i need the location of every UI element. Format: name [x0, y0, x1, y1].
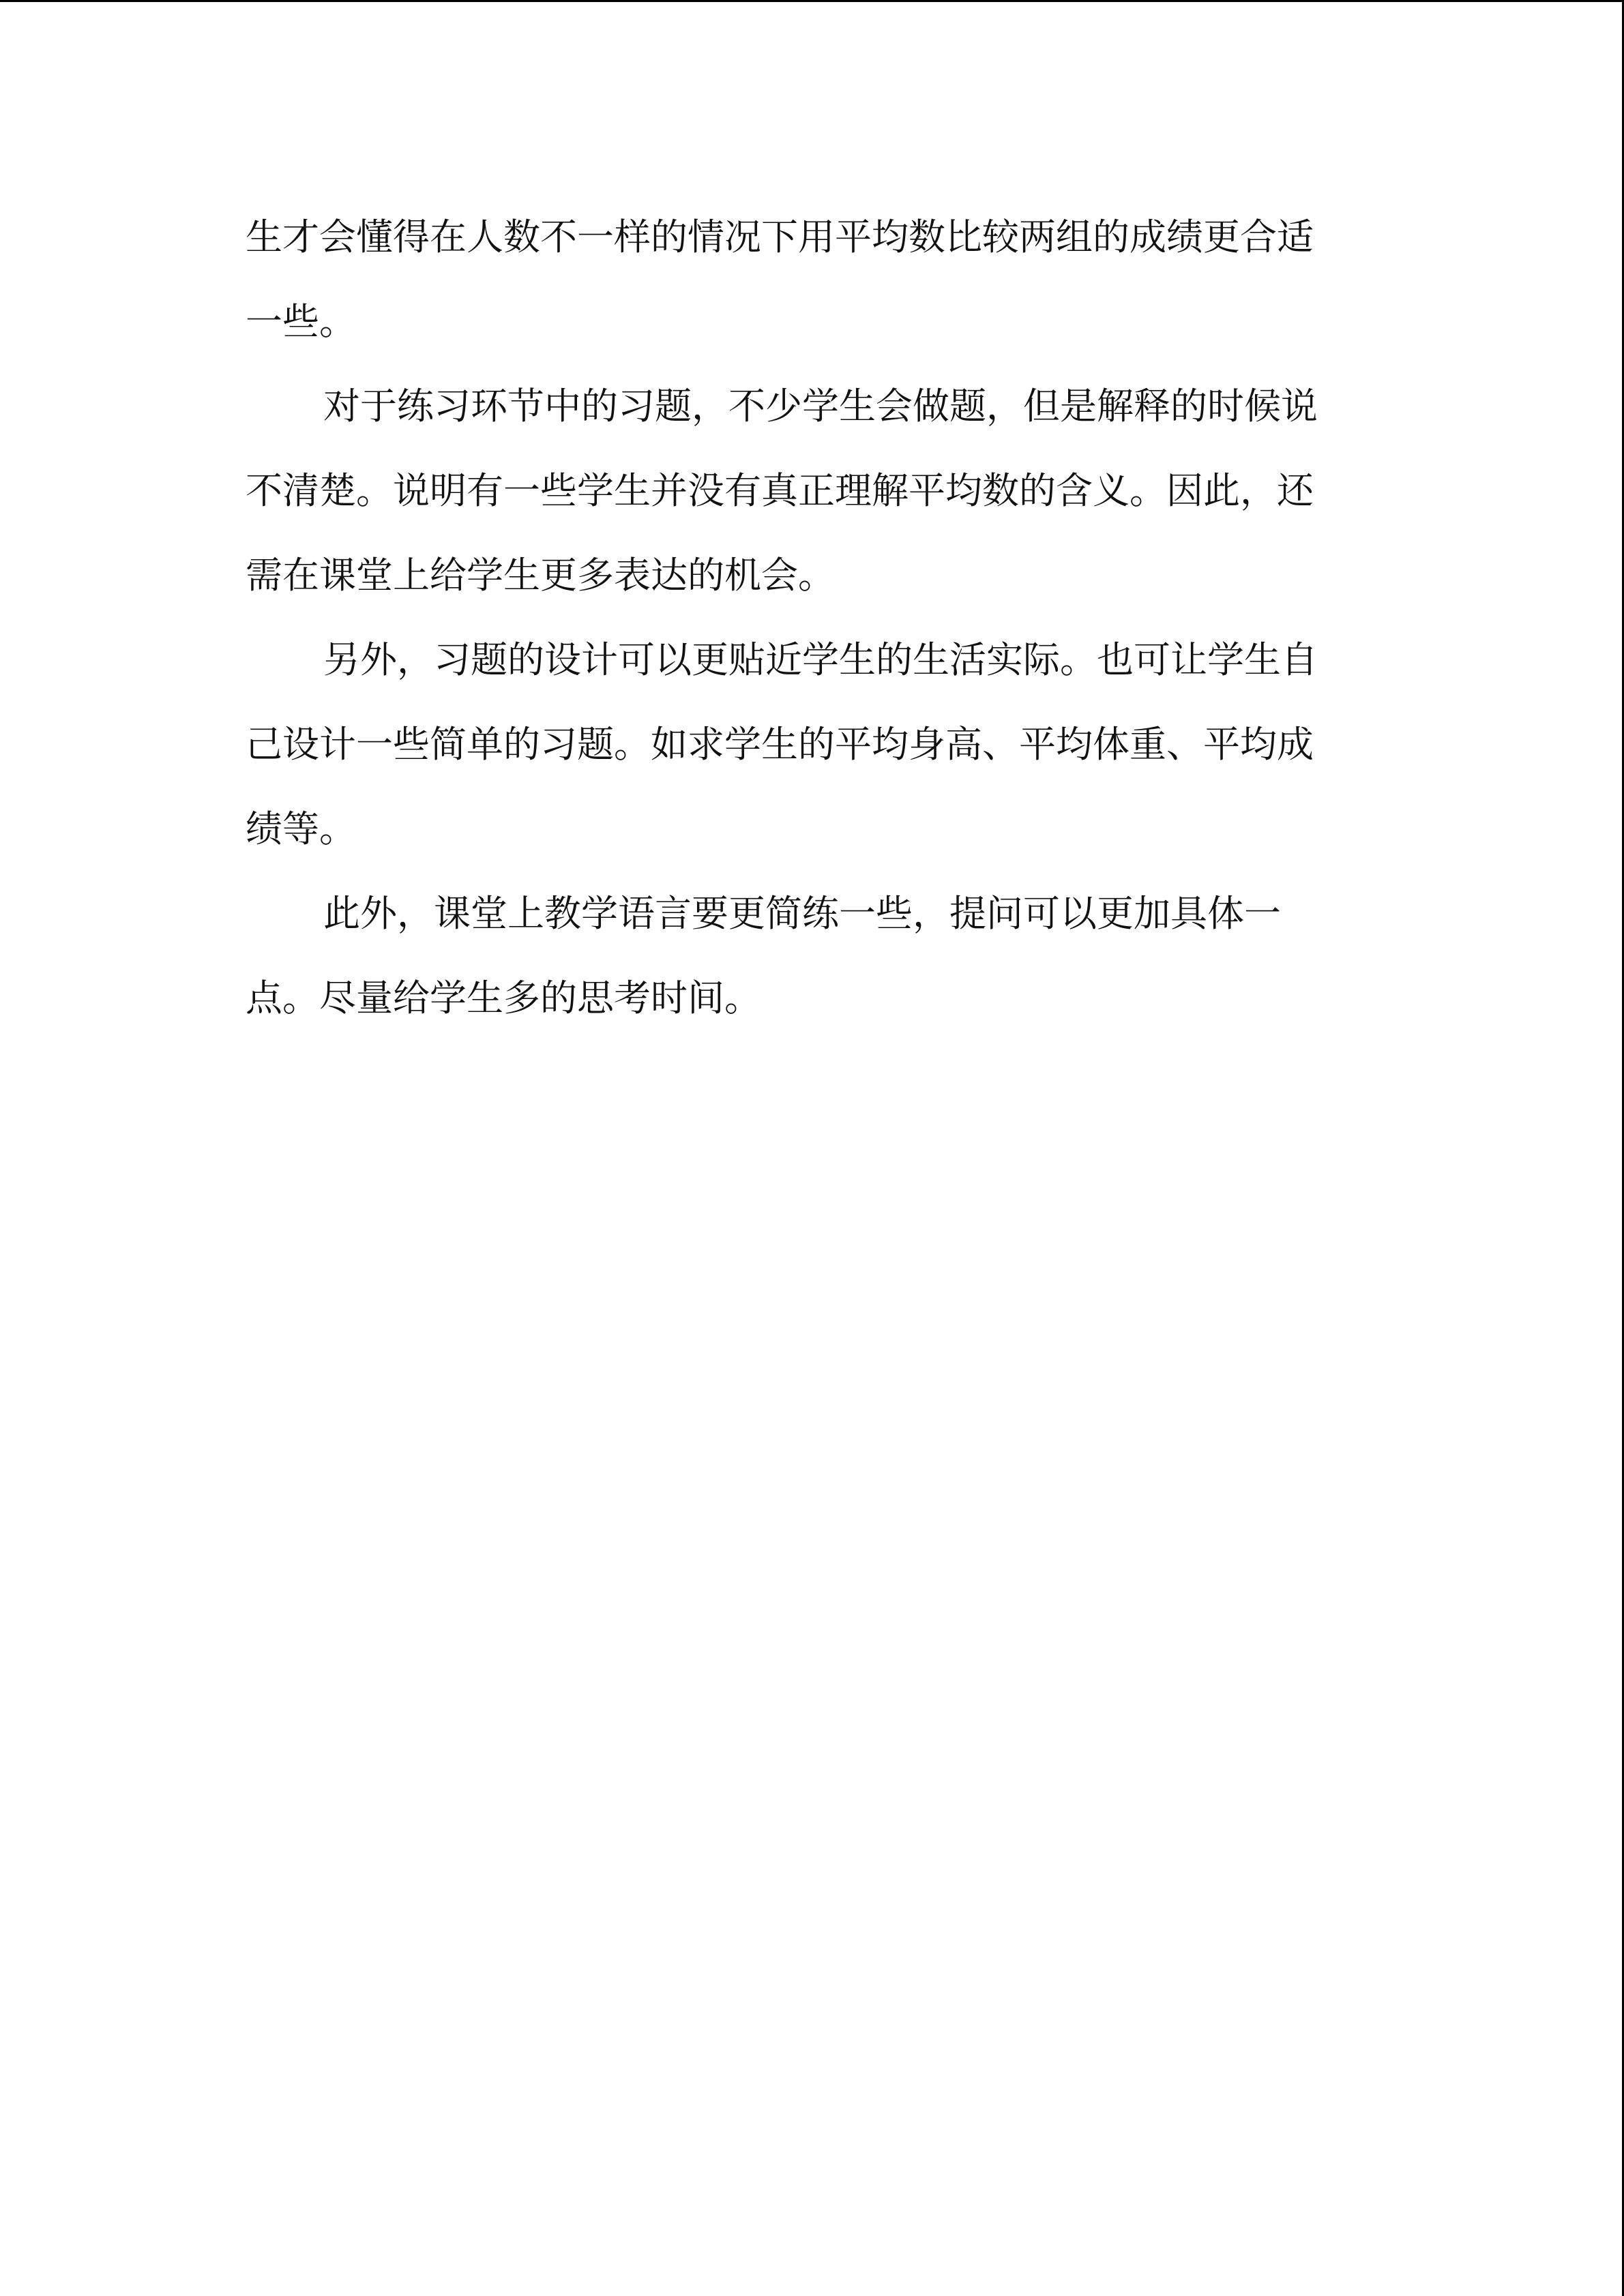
paragraph-line: 生才会懂得在人数不一样的情况下用平均数比较两组的成绩更合适	[246, 215, 1314, 258]
paragraph-line: 需在课堂上给学生更多表达的机会。	[246, 554, 835, 597]
paragraph-line: 己设计一些简单的习题。如求学生的平均身高、平均体重、平均成	[246, 723, 1314, 766]
paragraph-line: 对于练习环节中的习题，不少学生会做题，但是解释的时候说	[323, 385, 1318, 428]
paragraph-line: 绩等。	[246, 807, 356, 850]
paragraph-line: 一些。	[246, 300, 356, 343]
paragraph-line: 不清楚。说明有一些学生并没有真正理解平均数的含义。因此，还	[246, 469, 1314, 512]
paragraph-line: 另外，习题的设计可以更贴近学生的生活实际。也可让学生自	[323, 638, 1318, 681]
paragraph-line: 此外，课堂上教学语言要更简练一些，提问可以更加具体一	[323, 892, 1281, 935]
document-body	[246, 195, 1364, 1041]
paragraph-line: 点。尽量给学生多的思考时间。	[246, 976, 761, 1019]
